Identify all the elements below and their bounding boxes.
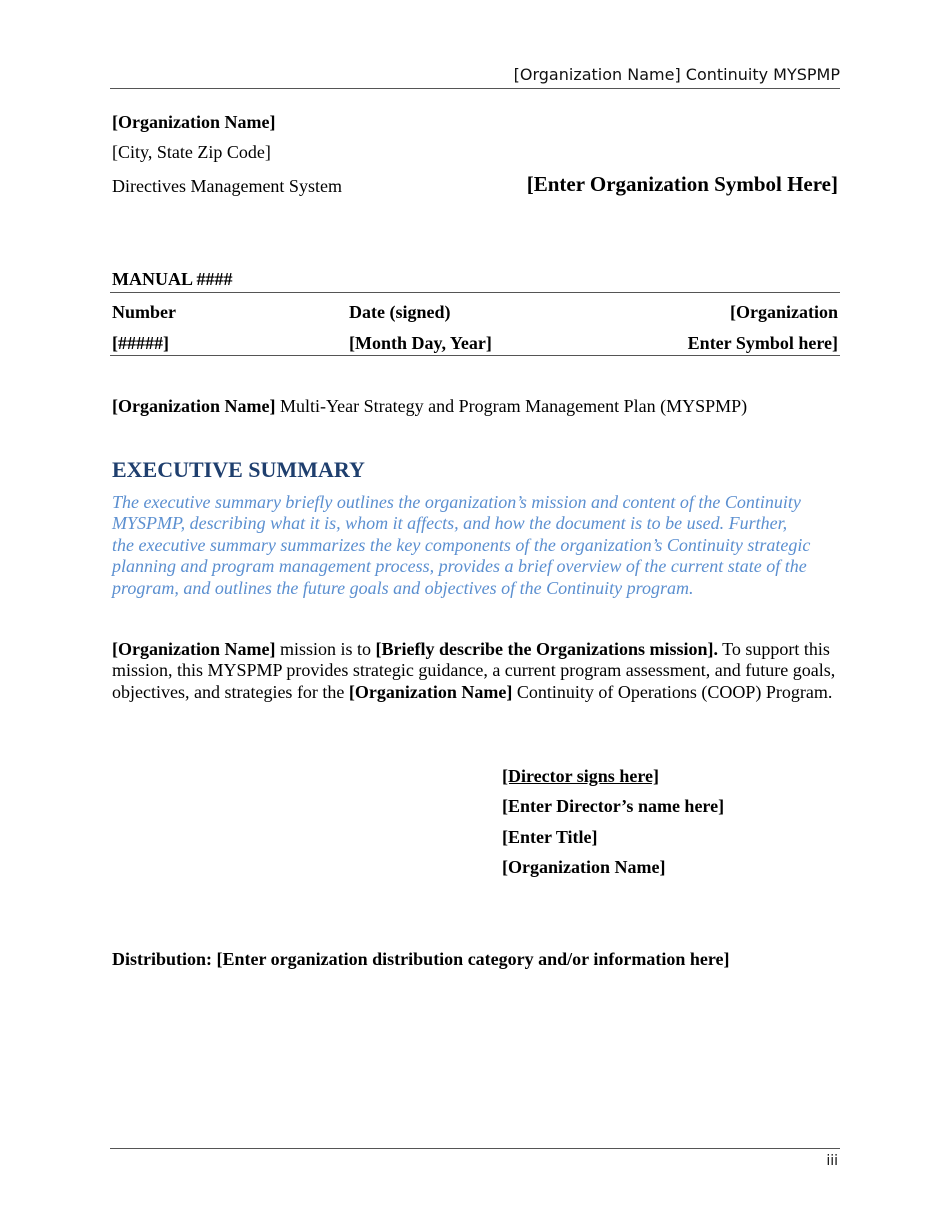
manual-table-top-rule bbox=[110, 292, 840, 293]
plan-title bbox=[112, 396, 747, 417]
letterhead-org-symbol: [Enter Organization Symbol Here] bbox=[526, 172, 838, 196]
page-number: iii bbox=[826, 1153, 838, 1169]
manual-value-org: Enter Symbol here] bbox=[687, 333, 838, 353]
manual-title: MANUAL #### bbox=[112, 269, 233, 289]
mission-org: [Organization Name] bbox=[112, 639, 276, 659]
executive-summary-body bbox=[112, 492, 842, 599]
signature-org-name: [Organization Name] bbox=[502, 857, 666, 877]
manual-table-bottom-rule bbox=[110, 355, 840, 356]
mission-paragraph bbox=[112, 639, 842, 703]
manual-header-number: Number bbox=[112, 302, 176, 322]
manual-value-number: [#####] bbox=[112, 333, 169, 353]
mission-org-2: [Organization Name] bbox=[348, 681, 513, 702]
director-title: [Enter Title] bbox=[502, 827, 598, 847]
footer-rule bbox=[110, 1148, 840, 1149]
plan-title-text: Multi-Year Strategy and Program Management Plan (MYSPMP) bbox=[275, 396, 748, 416]
distribution-line: Distribution: [Enter organization distribution category and/or information here] bbox=[112, 949, 730, 969]
manual-value-row bbox=[112, 333, 838, 357]
manual-value-date: [Month Day, Year] bbox=[349, 333, 492, 353]
letterhead-city-state-zip: [City, State Zip Code] bbox=[112, 142, 271, 162]
executive-summary-line: planning and program management process, provides a brief overview of the current state of the bbox=[112, 556, 807, 577]
letterhead-system: Directives Management System bbox=[112, 176, 342, 196]
manual-header-org: [Organization bbox=[730, 302, 838, 322]
executive-summary-line: MYSPMP, describing what it is, whom it affects, and how the document is to be used. Further, bbox=[112, 513, 788, 534]
running-header bbox=[110, 62, 840, 89]
mission-text-1: mission is to bbox=[275, 639, 376, 659]
letterhead-org-name: [Organization Name] bbox=[112, 112, 276, 132]
running-header-text: [Organization Name] Continuity MYSPMP bbox=[513, 65, 840, 84]
executive-summary-line: the executive summary summarizes the key components of the organization’s Continuity strategic bbox=[112, 534, 811, 555]
signature-line: [Director signs here] bbox=[502, 766, 659, 786]
manual-header-date: Date (signed) bbox=[349, 302, 451, 322]
plan-title-org: [Organization Name] bbox=[112, 396, 276, 416]
executive-summary-line: program, and outlines the future goals and objectives of the Continuity program. bbox=[112, 577, 694, 598]
mission-describe: [Briefly describe the Organizations mission]. bbox=[375, 639, 718, 659]
mission-text-2: To support this mission, this MYSPMP provides strategic guidance, a current program assessment, and future goals, objectives, and strategies for the bbox=[112, 639, 836, 702]
executive-summary-line: The executive summary briefly outlines the organization’s mission and content of the Continuity bbox=[112, 492, 801, 512]
manual-header-row bbox=[112, 302, 838, 326]
mission-text-3: Continuity of Operations (COOP) Program. bbox=[512, 681, 833, 702]
director-name: [Enter Director’s name here] bbox=[502, 796, 725, 816]
executive-summary-heading: EXECUTIVE SUMMARY bbox=[112, 457, 365, 482]
